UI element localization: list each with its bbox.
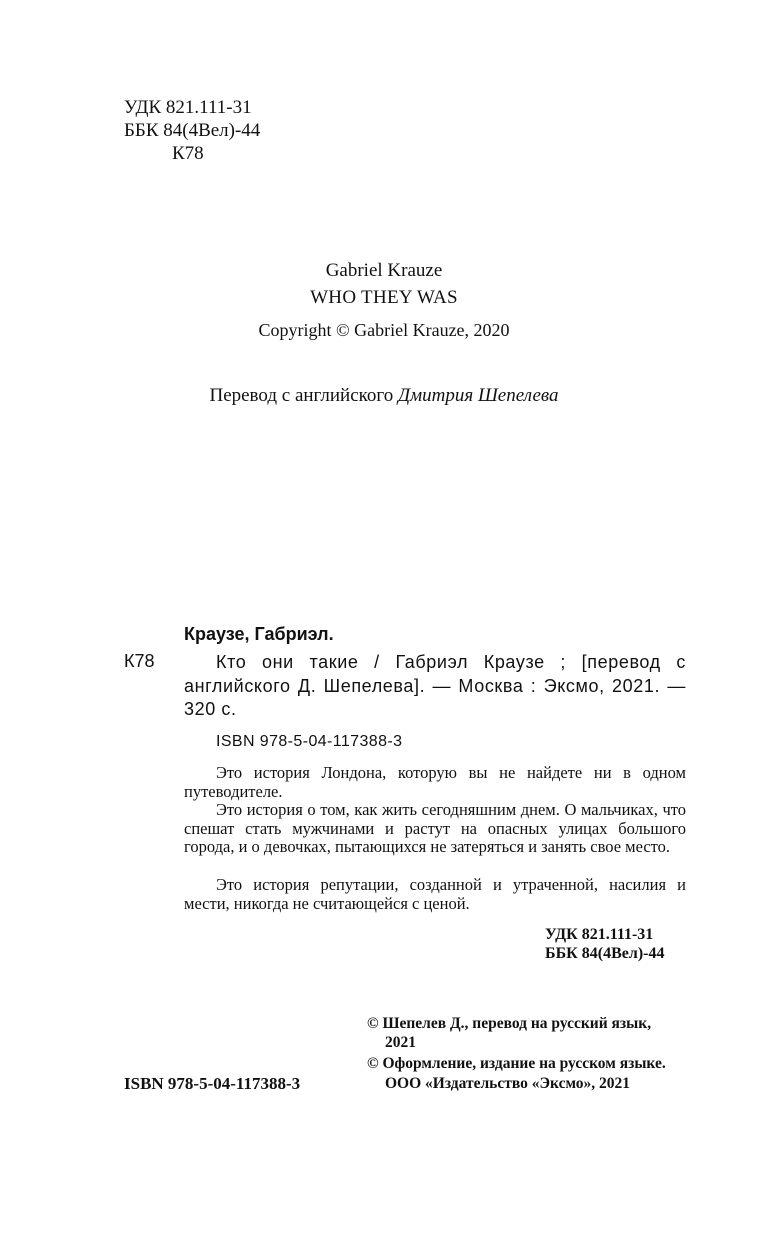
translation-credit (0, 385, 768, 407)
translation-prefix: Перевод с английского (209, 385, 394, 406)
catalog-description: Кто они такие / Габриэл Краузе ; [перевод с английского Д. Шепелева]. — Москва : Эксмо, 2021. — 320 с. (184, 652, 686, 719)
rights-publisher: ООО «Издательство «Эксмо», 2021 (385, 1075, 631, 1092)
original-author: Gabriel Krauze (325, 260, 443, 281)
catalog-author: Краузе, Габриэл. (184, 624, 334, 644)
annotation-paragraph: Это история репутации, созданной и утраченной, насилия и мести, никогда не считающейся с ценой. (184, 875, 686, 913)
annotation-paragraph: Это история о том, как жить сегодняшним днем. О мальчиках, что спешат стать мужчинами и растут на опасных улицах большого города, и о девочках, пытающихся не затеряться и занять свое место. (184, 800, 686, 856)
translator-name: Дмитрия Шепелева (397, 385, 559, 406)
rights-translation-year: 2021 (385, 1034, 416, 1051)
rights-translation: © Шепелев Д., перевод на русский язык, (367, 1015, 652, 1032)
rights-design: © Оформление, издание на русском языке. (367, 1055, 666, 1072)
udk-code: УДК 821.111-31 (124, 97, 252, 118)
author-mark: К78 (172, 143, 204, 164)
annotation-paragraph: Это история Лондона, которую вы не найдете ни в одном путеводителе. (184, 763, 686, 801)
catalog-isbn: ISBN 978-5-04-117388-3 (216, 733, 403, 750)
footer-udk: УДК 821.111-31 (545, 926, 654, 943)
footer-bbk: ББК 84(4Вел)-44 (545, 945, 665, 962)
original-title: WHO THEY WAS (310, 287, 458, 308)
catalog-code: К78 (124, 651, 155, 671)
isbn-bottom: ISBN 978-5-04-117388-3 (124, 1074, 301, 1093)
bbk-code: ББК 84(4Вел)-44 (124, 120, 261, 141)
original-copyright: Copyright © Gabriel Krauze, 2020 (258, 320, 510, 340)
